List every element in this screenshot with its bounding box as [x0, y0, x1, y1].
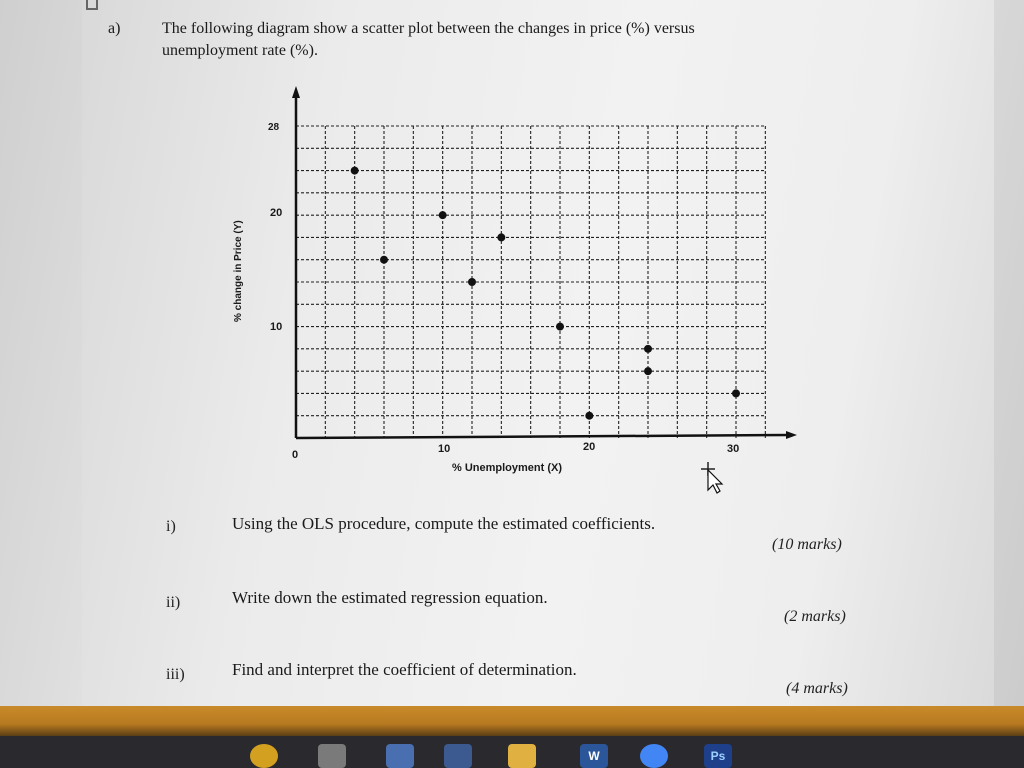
- task-text: Write down the estimated regression equation.: [232, 588, 548, 607]
- scatter-point: [468, 278, 476, 286]
- x-axis-label: % Unemployment (X): [452, 462, 563, 474]
- chart-axes: [292, 86, 797, 439]
- mouse-cursor-icon: [700, 460, 726, 494]
- photoshop-icon[interactable]: Ps: [704, 744, 732, 768]
- word-icon[interactable]: W: [580, 744, 608, 768]
- question-intro-line2: unemployment rate (%).: [162, 42, 318, 59]
- task-marks: (10 marks): [772, 536, 842, 553]
- task-label: ii): [166, 594, 181, 611]
- task-label: i): [166, 518, 176, 535]
- x-tick-label: 30: [727, 443, 740, 455]
- data-points: [351, 167, 740, 420]
- y-axis-label: % change in Price (Y): [233, 220, 244, 322]
- question-intro-line1: The following diagram show a scatter plot between the changes in price (%) versus: [162, 20, 695, 37]
- folder-icon[interactable]: [508, 744, 536, 768]
- scatter-point: [644, 367, 652, 375]
- y-tick-label: 28: [268, 122, 280, 133]
- browser-icon[interactable]: [250, 744, 278, 768]
- y-tick-label: 10: [270, 321, 283, 333]
- chart-grid: [296, 126, 765, 438]
- task-marks: (2 marks): [784, 608, 846, 625]
- question-part-label: a): [108, 20, 121, 37]
- task-text: Using the OLS procedure, compute the estimated coefficients.: [232, 514, 656, 533]
- task-marks: (4 marks): [786, 680, 848, 697]
- scatter-point: [380, 256, 388, 264]
- scatter-point: [497, 233, 505, 241]
- scatter-point: [585, 412, 593, 420]
- scatter-point: [351, 167, 359, 175]
- x-tick-label: 10: [438, 443, 451, 455]
- y-tick-label: 20: [270, 207, 283, 219]
- scatter-point: [556, 323, 564, 331]
- task-label: iii): [166, 666, 185, 683]
- scatter-point: [644, 345, 652, 353]
- x-axis-arrow-icon: [786, 431, 797, 439]
- x-axis: [296, 435, 790, 438]
- tick-labels: [268, 122, 739, 461]
- task-text: Find and interpret the coefficient of determination.: [232, 660, 577, 679]
- scatter-point: [439, 211, 447, 219]
- scatter-point: [732, 389, 740, 397]
- mail-icon[interactable]: [386, 744, 414, 768]
- taskbar: [0, 736, 1024, 768]
- app-icon[interactable]: [318, 744, 346, 768]
- window-frame-bar: [0, 706, 1024, 736]
- y-axis-arrow-icon: [292, 86, 300, 98]
- app-icon[interactable]: [444, 744, 472, 768]
- x-tick-label: 20: [583, 441, 596, 453]
- chrome-icon[interactable]: [640, 744, 668, 768]
- x-tick-label: 0: [292, 449, 299, 461]
